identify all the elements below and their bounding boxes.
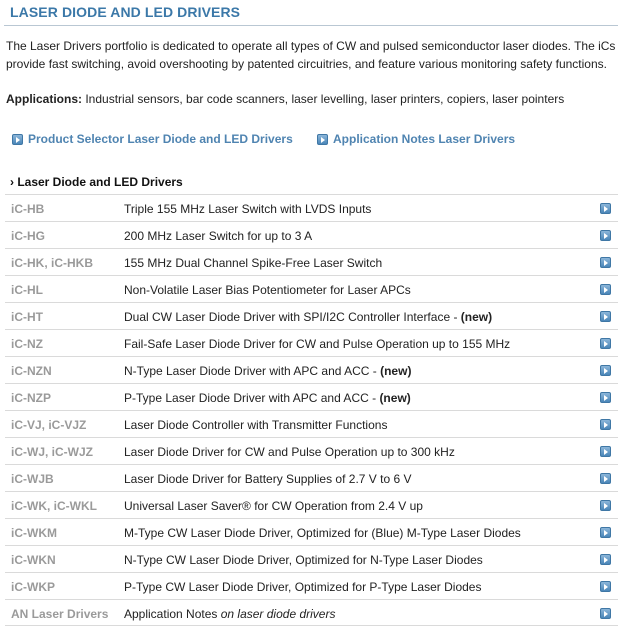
arrow-right-icon[interactable] (600, 419, 611, 430)
product-description (124, 580, 481, 594)
intro-paragraph: The Laser Drivers portfolio is dedicated to operate all types of CW and pulsed semiconductor laser diodes. The iCs provide fast switching, avoid overshooting by patented circuitries, and feature various monitoring safety functions. (6, 39, 616, 71)
product-description-text: 155 MHz Dual Channel Spike-Free Laser Switch (124, 256, 383, 270)
product-description (124, 364, 411, 378)
product-description (124, 391, 411, 405)
table-row[interactable] (5, 383, 618, 410)
arrow-right-icon (12, 134, 23, 145)
product-selector-link-label: Product Selector Laser Diode and LED Drivers (28, 132, 293, 146)
product-name[interactable]: iC-HG (11, 229, 45, 243)
product-description-text: Laser Diode Driver for CW and Pulse Operation up to 300 kHz (124, 445, 455, 459)
table-row[interactable] (5, 491, 618, 518)
table-row[interactable] (5, 221, 618, 248)
product-name[interactable]: iC-HL (11, 283, 43, 297)
product-name[interactable]: iC-HT (11, 310, 43, 324)
product-description-note: on laser diode drivers (220, 607, 336, 621)
table-row[interactable] (5, 518, 618, 545)
application-notes-link-label: Application Notes Laser Drivers (333, 132, 516, 146)
product-description (124, 472, 411, 486)
arrow-right-icon[interactable] (600, 257, 611, 268)
product-description (124, 337, 510, 351)
table-row[interactable] (5, 572, 618, 599)
table-row[interactable] (5, 410, 618, 437)
product-description-text: 200 MHz Laser Switch for up to 3 A (124, 229, 313, 243)
new-badge: (new) (379, 391, 411, 405)
product-name[interactable]: iC-NZ (11, 337, 43, 351)
arrow-right-icon[interactable] (600, 365, 611, 376)
title-divider (4, 25, 618, 26)
table-row[interactable] (5, 464, 618, 491)
product-description-text: Triple 155 MHz Laser Switch with LVDS Inputs (124, 202, 372, 216)
arrow-right-icon[interactable] (600, 473, 611, 484)
arrow-right-icon[interactable] (600, 203, 611, 214)
product-name[interactable]: AN Laser Drivers (11, 607, 109, 621)
arrow-right-icon[interactable] (600, 581, 611, 592)
arrow-right-icon[interactable] (600, 527, 611, 538)
product-description-text: Non-Volatile Laser Bias Potentiometer for Laser APCs (124, 283, 411, 297)
applications-text: Industrial sensors, bar code scanners, laser levelling, laser printers, copiers, laser pointers (82, 92, 565, 106)
table-row[interactable] (5, 248, 618, 275)
product-description-text: Fail-Safe Laser Diode Driver for CW and Pulse Operation up to 155 MHz (124, 337, 511, 351)
product-description (124, 202, 371, 216)
table-row[interactable] (5, 437, 618, 464)
table-row[interactable] (5, 275, 618, 302)
product-name[interactable]: iC-WKP (11, 580, 55, 594)
product-description (124, 499, 423, 513)
product-description-text: Dual CW Laser Diode Driver with SPI/I2C Controller Interface - (124, 310, 461, 324)
product-description-text: N-Type Laser Diode Driver with APC and ACC - (124, 364, 381, 378)
product-name[interactable]: iC-WKM (11, 526, 57, 540)
arrow-right-icon[interactable] (600, 608, 611, 619)
arrow-right-icon[interactable] (600, 311, 611, 322)
arrow-right-icon[interactable] (600, 338, 611, 349)
product-name[interactable]: iC-WK, iC-WKL (11, 499, 97, 513)
product-name[interactable]: iC-WJB (11, 472, 54, 486)
applications-line (6, 91, 618, 107)
applications-label: Applications: (6, 92, 83, 106)
product-name[interactable]: iC-WJ, iC-WJZ (11, 445, 93, 459)
arrow-right-icon[interactable] (600, 500, 611, 511)
product-name[interactable]: iC-NZN (11, 364, 52, 378)
arrow-right-icon[interactable] (600, 392, 611, 403)
page-title: LASER DIODE AND LED DRIVERS (10, 4, 241, 20)
table-row[interactable] (5, 356, 618, 383)
new-badge: (new) (380, 364, 412, 378)
product-name[interactable]: iC-HB (11, 202, 45, 216)
product-description-text: Application Notes (124, 607, 221, 621)
arrow-right-icon (317, 134, 328, 145)
product-name[interactable]: iC-WKN (11, 553, 56, 567)
product-description (124, 607, 335, 621)
arrow-right-icon[interactable] (600, 230, 611, 241)
product-table (5, 194, 618, 626)
product-name[interactable]: iC-HK, iC-HKB (11, 256, 93, 270)
product-description (124, 526, 521, 540)
table-row[interactable] (5, 599, 618, 626)
product-description (124, 256, 382, 270)
section-heading: › Laser Diode and LED Drivers (10, 175, 183, 189)
product-description-text: Laser Diode Driver for Battery Supplies of 2.7 V to 6 V (124, 472, 412, 486)
product-description (124, 418, 387, 432)
new-badge: (new) (460, 310, 493, 324)
product-description-text: P-Type Laser Diode Driver with APC and ACC - (124, 391, 380, 405)
product-description-text: P-Type CW Laser Diode Driver, Optimized for P-Type Laser Diodes (124, 580, 482, 594)
table-row[interactable] (5, 194, 618, 221)
product-description (124, 310, 492, 324)
product-description (124, 553, 483, 567)
product-description (124, 229, 312, 243)
arrow-right-icon[interactable] (600, 446, 611, 457)
arrow-right-icon[interactable] (600, 284, 611, 295)
product-description-text: N-Type CW Laser Diode Driver, Optimized for N-Type Laser Diodes (124, 553, 483, 567)
table-row[interactable] (5, 545, 618, 572)
product-description (124, 283, 411, 297)
product-description-text: Laser Diode Controller with Transmitter Functions (124, 418, 388, 432)
arrow-right-icon[interactable] (600, 554, 611, 565)
product-name[interactable]: iC-VJ, iC-VJZ (11, 418, 87, 432)
product-description (124, 445, 455, 459)
table-row[interactable] (5, 329, 618, 356)
product-description-text: Universal Laser Saver® for CW Operation from 2.4 V up (124, 499, 423, 513)
table-row[interactable] (5, 302, 618, 329)
product-name[interactable]: iC-NZP (11, 391, 51, 405)
product-description-text: M-Type CW Laser Diode Driver, Optimized for (Blue) M-Type Laser Diodes (124, 526, 521, 540)
